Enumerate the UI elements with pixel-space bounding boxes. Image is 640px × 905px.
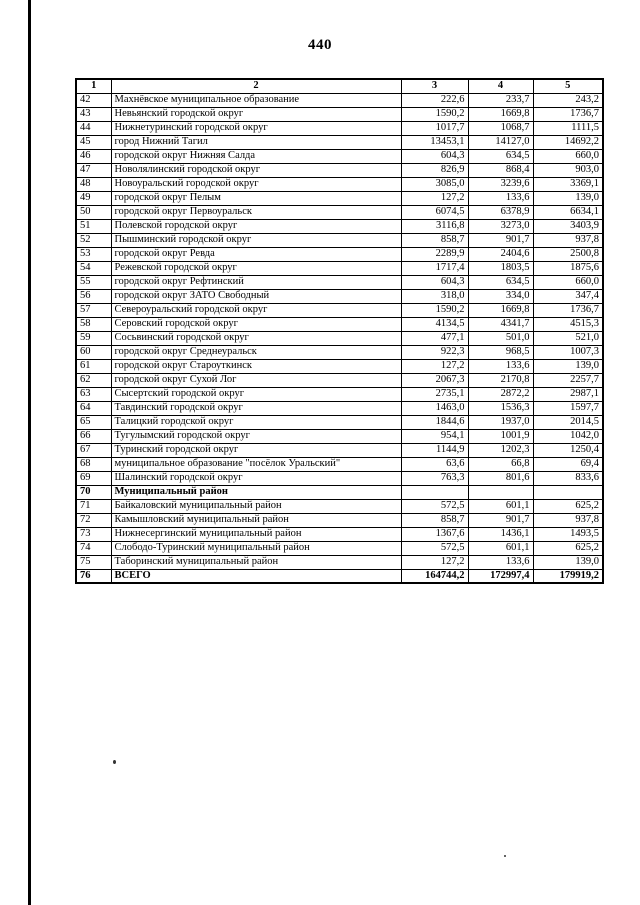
name-cell: ВСЕГО xyxy=(111,569,401,583)
value-cell: 625,2 xyxy=(533,499,603,513)
value-cell: 1250,4 xyxy=(533,443,603,457)
value-cell: 127,2 xyxy=(401,191,468,205)
value-cell: 521,0 xyxy=(533,331,603,345)
name-cell: Шалинский городской округ xyxy=(111,471,401,485)
name-cell: городской округ Пелым xyxy=(111,191,401,205)
row-number-cell: 51 xyxy=(76,219,111,233)
name-cell: Махнёвское муниципальное образование xyxy=(111,93,401,107)
row-number-cell: 62 xyxy=(76,373,111,387)
table-row xyxy=(76,191,603,205)
value-cell: 139,0 xyxy=(533,191,603,205)
value-cell: 127,2 xyxy=(401,555,468,569)
value-cell: 1144,9 xyxy=(401,443,468,457)
value-cell: 1669,8 xyxy=(468,303,533,317)
value-cell: 1717,4 xyxy=(401,261,468,275)
value-cell: 2735,1 xyxy=(401,387,468,401)
table-row xyxy=(76,317,603,331)
value-cell: 3239,6 xyxy=(468,177,533,191)
row-number-cell: 72 xyxy=(76,513,111,527)
value-cell: 347,4 xyxy=(533,289,603,303)
header-col-5: 5 xyxy=(533,79,603,93)
table-row xyxy=(76,345,603,359)
value-cell: 6074,5 xyxy=(401,205,468,219)
table-row xyxy=(76,163,603,177)
value-cell xyxy=(468,485,533,499)
value-cell: 3369,1 xyxy=(533,177,603,191)
row-number-cell: 53 xyxy=(76,247,111,261)
name-cell: Новолялинский городской округ xyxy=(111,163,401,177)
header-col-2: 2 xyxy=(111,79,401,93)
table-row xyxy=(76,247,603,261)
name-cell: городской округ Рефтинский xyxy=(111,275,401,289)
table-row xyxy=(76,499,603,513)
value-cell: 858,7 xyxy=(401,513,468,527)
name-cell: Полевской городской округ xyxy=(111,219,401,233)
row-number-cell: 59 xyxy=(76,331,111,345)
name-cell: Тугулымский городской округ xyxy=(111,429,401,443)
row-number-cell: 54 xyxy=(76,261,111,275)
municipal-budget-table xyxy=(75,78,604,584)
value-cell: 572,5 xyxy=(401,499,468,513)
table-row xyxy=(76,387,603,401)
table-header-row xyxy=(76,79,603,93)
value-cell: 1875,6 xyxy=(533,261,603,275)
table-row xyxy=(76,471,603,485)
row-number-cell: 46 xyxy=(76,149,111,163)
table-row xyxy=(76,93,603,107)
value-cell: 13453,1 xyxy=(401,135,468,149)
value-cell: 477,1 xyxy=(401,331,468,345)
header-col-4: 4 xyxy=(468,79,533,93)
value-cell: 604,3 xyxy=(401,149,468,163)
row-number-cell: 65 xyxy=(76,415,111,429)
table-row xyxy=(76,555,603,569)
value-cell: 233,7 xyxy=(468,93,533,107)
value-cell: 1463,0 xyxy=(401,401,468,415)
value-cell: 937,8 xyxy=(533,513,603,527)
value-cell: 903,0 xyxy=(533,163,603,177)
name-cell: Камышловский муниципальный район xyxy=(111,513,401,527)
value-cell: 4515,3 xyxy=(533,317,603,331)
value-cell: 133,6 xyxy=(468,555,533,569)
value-cell: 6378,9 xyxy=(468,205,533,219)
table-row xyxy=(76,275,603,289)
table-row xyxy=(76,303,603,317)
value-cell: 604,3 xyxy=(401,275,468,289)
value-cell: 634,5 xyxy=(468,275,533,289)
value-cell: 2872,2 xyxy=(468,387,533,401)
value-cell: 763,3 xyxy=(401,471,468,485)
row-number-cell: 42 xyxy=(76,93,111,107)
row-number-cell: 57 xyxy=(76,303,111,317)
table-row xyxy=(76,457,603,471)
scan-artifact-speck xyxy=(113,760,116,764)
table-row xyxy=(76,121,603,135)
value-cell: 139,0 xyxy=(533,359,603,373)
value-cell: 179919,2 xyxy=(533,569,603,583)
value-cell: 3403,9 xyxy=(533,219,603,233)
value-cell: 3273,0 xyxy=(468,219,533,233)
name-cell: Байкаловский муниципальный район xyxy=(111,499,401,513)
table-row xyxy=(76,289,603,303)
table-row xyxy=(76,233,603,247)
row-number-cell: 56 xyxy=(76,289,111,303)
name-cell: Серовский городской округ xyxy=(111,317,401,331)
value-cell: 1042,0 xyxy=(533,429,603,443)
row-number-cell: 75 xyxy=(76,555,111,569)
table-row xyxy=(76,569,603,583)
name-cell: Североуральский городской округ xyxy=(111,303,401,317)
value-cell: 572,5 xyxy=(401,541,468,555)
name-cell: Талицкий городской округ xyxy=(111,415,401,429)
name-cell: Сосьвинский городской округ xyxy=(111,331,401,345)
value-cell: 1590,2 xyxy=(401,303,468,317)
table-row xyxy=(76,527,603,541)
value-cell: 164744,2 xyxy=(401,569,468,583)
value-cell: 1736,7 xyxy=(533,107,603,121)
value-cell: 634,5 xyxy=(468,149,533,163)
scan-artifact-speck xyxy=(504,855,506,857)
name-cell: Невьянский городской округ xyxy=(111,107,401,121)
row-number-cell: 60 xyxy=(76,345,111,359)
row-number-cell: 48 xyxy=(76,177,111,191)
row-number-cell: 44 xyxy=(76,121,111,135)
value-cell: 2014,5 xyxy=(533,415,603,429)
value-cell: 127,2 xyxy=(401,359,468,373)
table-row xyxy=(76,373,603,387)
row-number-cell: 43 xyxy=(76,107,111,121)
name-cell: городской округ Староуткинск xyxy=(111,359,401,373)
value-cell xyxy=(533,485,603,499)
row-number-cell: 45 xyxy=(76,135,111,149)
value-cell: 2170,8 xyxy=(468,373,533,387)
name-cell: городской округ Сухой Лог xyxy=(111,373,401,387)
value-cell: 1367,6 xyxy=(401,527,468,541)
value-cell: 2987,1 xyxy=(533,387,603,401)
value-cell: 172997,4 xyxy=(468,569,533,583)
value-cell: 14127,0 xyxy=(468,135,533,149)
name-cell: Туринский городской округ xyxy=(111,443,401,457)
table-row xyxy=(76,541,603,555)
table-row xyxy=(76,177,603,191)
table-body xyxy=(76,93,603,583)
value-cell: 826,9 xyxy=(401,163,468,177)
table-row xyxy=(76,205,603,219)
row-number-cell: 71 xyxy=(76,499,111,513)
name-cell: городской округ Ревда xyxy=(111,247,401,261)
row-number-cell: 63 xyxy=(76,387,111,401)
name-cell: Таборинский муниципальный район xyxy=(111,555,401,569)
value-cell: 3116,8 xyxy=(401,219,468,233)
value-cell: 6634,1 xyxy=(533,205,603,219)
row-number-cell: 50 xyxy=(76,205,111,219)
value-cell: 833,6 xyxy=(533,471,603,485)
value-cell: 2500,8 xyxy=(533,247,603,261)
value-cell: 1017,7 xyxy=(401,121,468,135)
value-cell: 1844,6 xyxy=(401,415,468,429)
value-cell: 69,4 xyxy=(533,457,603,471)
row-number-cell: 69 xyxy=(76,471,111,485)
value-cell: 1736,7 xyxy=(533,303,603,317)
value-cell: 501,0 xyxy=(468,331,533,345)
table-row xyxy=(76,359,603,373)
value-cell: 133,6 xyxy=(468,359,533,373)
value-cell: 1111,5 xyxy=(533,121,603,135)
value-cell: 954,1 xyxy=(401,429,468,443)
row-number-cell: 49 xyxy=(76,191,111,205)
value-cell: 1536,3 xyxy=(468,401,533,415)
row-number-cell: 47 xyxy=(76,163,111,177)
row-number-cell: 67 xyxy=(76,443,111,457)
table-row xyxy=(76,149,603,163)
value-cell: 968,5 xyxy=(468,345,533,359)
table-row xyxy=(76,261,603,275)
value-cell: 2404,6 xyxy=(468,247,533,261)
header-col-3: 3 xyxy=(401,79,468,93)
row-number-cell: 68 xyxy=(76,457,111,471)
name-cell: городской округ Среднеуральск xyxy=(111,345,401,359)
value-cell: 1007,3 xyxy=(533,345,603,359)
value-cell: 4134,5 xyxy=(401,317,468,331)
value-cell: 868,4 xyxy=(468,163,533,177)
name-cell: Муниципальный район xyxy=(111,485,401,499)
value-cell: 660,0 xyxy=(533,275,603,289)
value-cell: 1202,3 xyxy=(468,443,533,457)
value-cell: 133,6 xyxy=(468,191,533,205)
value-cell: 922,3 xyxy=(401,345,468,359)
name-cell: Слободо-Туринский муниципальный район xyxy=(111,541,401,555)
value-cell: 3085,0 xyxy=(401,177,468,191)
name-cell: Нижнетуринский городской округ xyxy=(111,121,401,135)
table-row xyxy=(76,429,603,443)
table-row xyxy=(76,401,603,415)
row-number-cell: 58 xyxy=(76,317,111,331)
table-row xyxy=(76,107,603,121)
table-row xyxy=(76,331,603,345)
table-row xyxy=(76,513,603,527)
value-cell: 1436,1 xyxy=(468,527,533,541)
value-cell: 2289,9 xyxy=(401,247,468,261)
value-cell: 601,1 xyxy=(468,499,533,513)
page-number: 440 xyxy=(308,37,332,53)
value-cell: 1669,8 xyxy=(468,107,533,121)
table-row xyxy=(76,135,603,149)
row-number-cell: 64 xyxy=(76,401,111,415)
scan-artifact-line xyxy=(28,0,31,905)
row-number-cell: 61 xyxy=(76,359,111,373)
table-row xyxy=(76,219,603,233)
name-cell: Новоуральский городской округ xyxy=(111,177,401,191)
value-cell: 66,8 xyxy=(468,457,533,471)
value-cell: 801,6 xyxy=(468,471,533,485)
name-cell: муниципальное образование "посёлок Уральский" xyxy=(111,457,401,471)
header-col-1: 1 xyxy=(76,79,111,93)
value-cell: 901,7 xyxy=(468,233,533,247)
row-number-cell: 73 xyxy=(76,527,111,541)
value-cell: 625,2 xyxy=(533,541,603,555)
value-cell: 222,6 xyxy=(401,93,468,107)
name-cell: Сысертский городской округ xyxy=(111,387,401,401)
row-number-cell: 66 xyxy=(76,429,111,443)
value-cell: 139,0 xyxy=(533,555,603,569)
table-row xyxy=(76,485,603,499)
value-cell: 937,8 xyxy=(533,233,603,247)
name-cell: Режевской городской округ xyxy=(111,261,401,275)
value-cell: 601,1 xyxy=(468,541,533,555)
value-cell: 660,0 xyxy=(533,149,603,163)
name-cell: городской округ Первоуральск xyxy=(111,205,401,219)
row-number-cell: 55 xyxy=(76,275,111,289)
value-cell: 1590,2 xyxy=(401,107,468,121)
value-cell: 63,6 xyxy=(401,457,468,471)
name-cell: Нижнесергинский муниципальный район xyxy=(111,527,401,541)
value-cell: 4341,7 xyxy=(468,317,533,331)
value-cell: 858,7 xyxy=(401,233,468,247)
name-cell: Тавдинский городской округ xyxy=(111,401,401,415)
value-cell: 318,0 xyxy=(401,289,468,303)
name-cell: город Нижний Тагил xyxy=(111,135,401,149)
value-cell: 14692,2 xyxy=(533,135,603,149)
value-cell: 901,7 xyxy=(468,513,533,527)
value-cell: 1803,5 xyxy=(468,261,533,275)
value-cell: 1068,7 xyxy=(468,121,533,135)
name-cell: городской округ ЗАТО Свободный xyxy=(111,289,401,303)
value-cell: 2257,7 xyxy=(533,373,603,387)
value-cell: 1597,7 xyxy=(533,401,603,415)
row-number-cell: 76 xyxy=(76,569,111,583)
name-cell: Пышминский городской округ xyxy=(111,233,401,247)
table-row xyxy=(76,415,603,429)
value-cell: 243,2 xyxy=(533,93,603,107)
row-number-cell: 74 xyxy=(76,541,111,555)
value-cell: 2067,3 xyxy=(401,373,468,387)
name-cell: городской округ Нижняя Салда xyxy=(111,149,401,163)
table-row xyxy=(76,443,603,457)
row-number-cell: 52 xyxy=(76,233,111,247)
value-cell: 1493,5 xyxy=(533,527,603,541)
value-cell: 1001,9 xyxy=(468,429,533,443)
value-cell: 1937,0 xyxy=(468,415,533,429)
value-cell: 334,0 xyxy=(468,289,533,303)
row-number-cell: 70 xyxy=(76,485,111,499)
value-cell xyxy=(401,485,468,499)
